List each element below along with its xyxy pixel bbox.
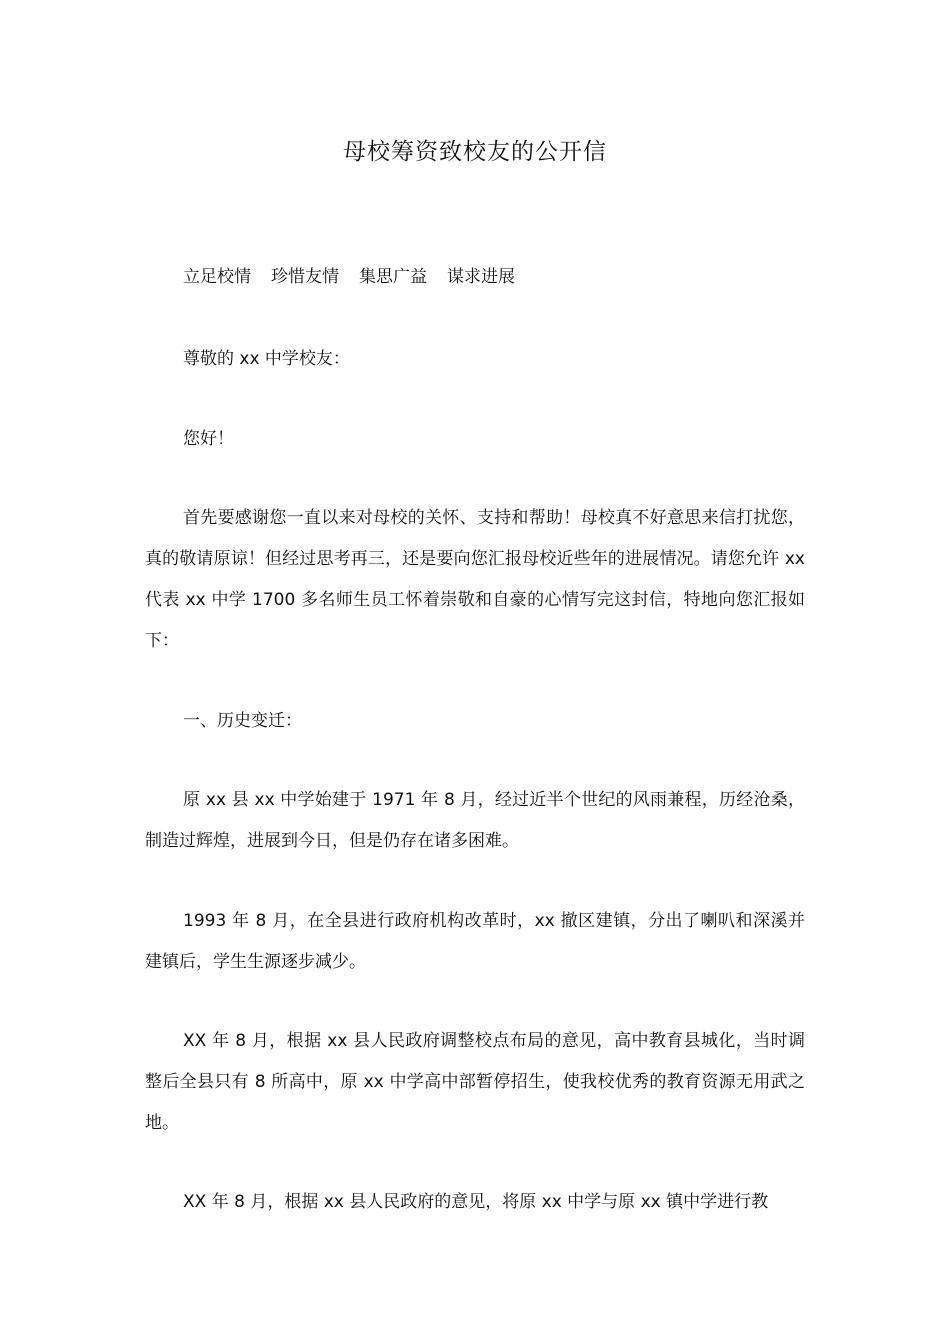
body-paragraph: 1993 年 8 月，在全县进行政府机构改革时，xx 撤区建镇，分出了喇叭和深溪并建镇后，学生生源逐步减少。 xyxy=(145,911,805,972)
motto-phrase: 立足校情 xyxy=(183,267,251,287)
body-paragraph: 首先要感谢您一直以来对母校的关怀、支持和帮助！母校真不好意思来信打扰您，真的敬请原谅！但经过思考再三，还是要向您汇报母校近些年的进展情况。请您允许 xx 代表 xx 中学 1700 多名师生员工怀着崇敬和自豪的心情写完这封信，特地向您汇报如下： xyxy=(145,508,805,651)
motto-phrase: 谋求进展 xyxy=(447,267,515,287)
body-paragraph: XX 年 8 月，根据 xx 县人民政府的意见，将原 xx 中学与原 xx 镇中学进行教 xyxy=(183,1192,769,1212)
body-paragraph: XX 年 8 月，根据 xx 县人民政府调整校点布局的意见，高中教育县城化，当时调整后全县只有 8 所高中，原 xx 中学高中部暂停招生，使我校优秀的教育资源无用武之地。 xyxy=(145,1031,805,1133)
greeting: 您好！ xyxy=(183,429,234,449)
motto-phrase: 珍惜友情 xyxy=(271,267,339,287)
motto-phrase: 集思广益 xyxy=(359,267,427,287)
salutation: 尊敬的 xx 中学校友： xyxy=(183,349,350,369)
motto-line xyxy=(183,257,515,298)
section-heading: 一、历史变迁： xyxy=(183,711,302,731)
document-title: 母校筹资致校友的公开信 xyxy=(343,139,607,165)
body-paragraph: 原 xx 县 xx 中学始建于 1971 年 8 月，经过近半个世纪的风雨兼程，历经沧桑，制造过辉煌，进展到今日，但是仍存在诸多困难。 xyxy=(145,790,805,851)
